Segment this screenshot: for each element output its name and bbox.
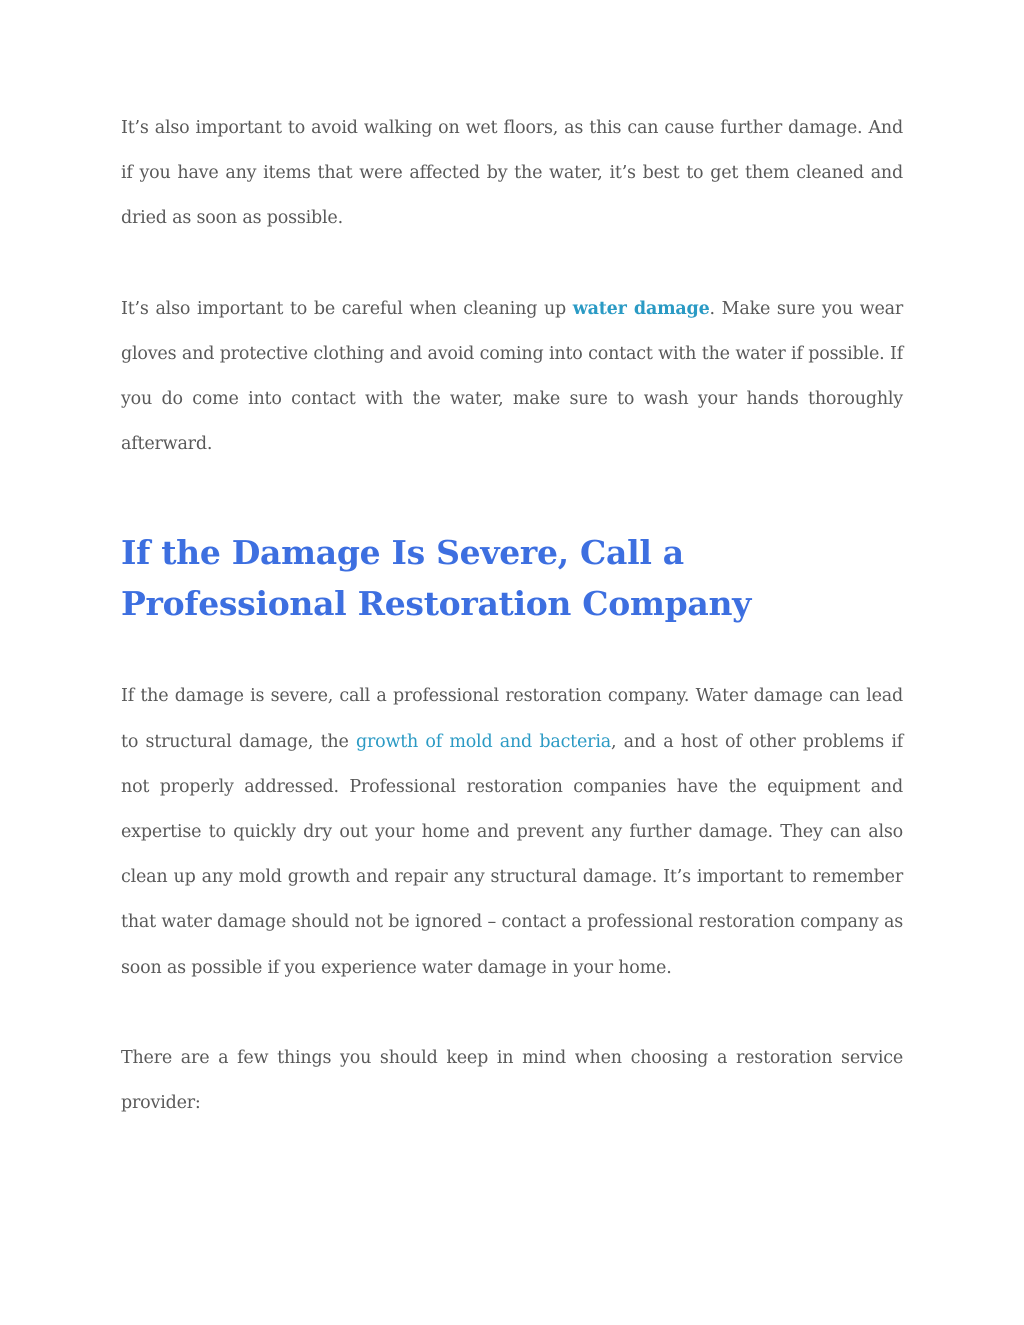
- paragraph-wet-floors: [121, 106, 903, 242]
- paragraph-severe-damage-after: , and a host of other problems if not properly addressed. Professional restoration companies have the equipment and expertise to quickly dry out your home and prevent any further damage. They can also clean up any mold growth and repair any structural damage. It’s important to remember that water damage should not be ignored – contact a professional restoration company as soon as possible if you experience water damage in your home.: [121, 731, 904, 978]
- paragraph-careful-cleaning: [121, 287, 903, 468]
- paragraph-choosing-provider: [121, 1036, 903, 1126]
- paragraph-severe-damage-before: If the damage is severe, call a professional restoration company. Water damage can lead to structural damage, the: [121, 686, 903, 752]
- paragraph-wet-floors-text: It’s also important to avoid walking on wet floors, as this can cause further damage. And if you have any items that were affected by the water, it’s best to get them cleaned and dried as soon as possible.: [121, 118, 903, 229]
- section-heading: If the Damage Is Severe, Call a Professional Restoration Company: [121, 533, 752, 624]
- paragraph-careful-cleaning-before: It’s also important to be careful when cleaning up: [121, 298, 573, 319]
- paragraph-choosing-provider-text: There are a few things you should keep in mind when choosing a restoration service provider:: [121, 1047, 903, 1114]
- document-page: [121, 106, 903, 1126]
- paragraph-severe-damage: [121, 674, 903, 990]
- paragraph-careful-cleaning-after: . Make sure you wear gloves and protective clothing and avoid coming into contact with the water if possible. If you do come into contact with the water, make sure to wash your hands thoroughly afterward.: [121, 298, 903, 455]
- mold-bacteria-link[interactable]: growth of mold and bacteria: [355, 731, 611, 752]
- water-damage-link[interactable]: water damage: [572, 298, 710, 319]
